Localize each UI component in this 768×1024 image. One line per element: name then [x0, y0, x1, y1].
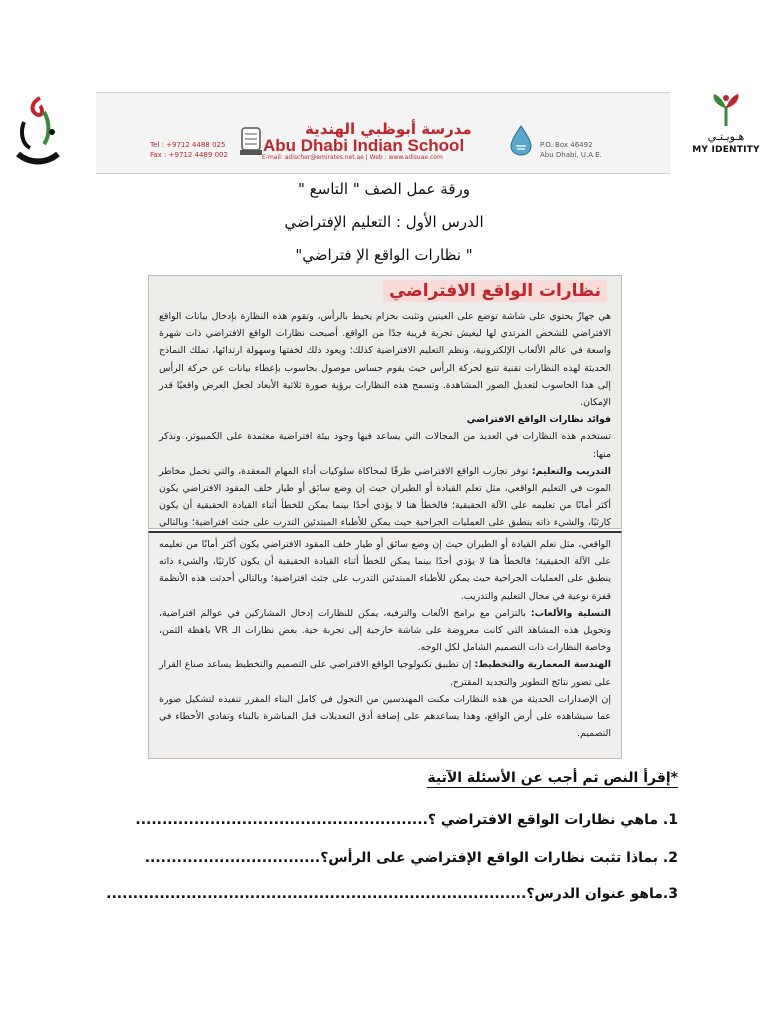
question-3[interactable]: 3.ماهو عنوان الدرس؟...............................................................................: [106, 886, 678, 902]
drop-emblem-icon: [508, 124, 534, 156]
questions-instruction: *إقرأ النص ثم أجب عن الأسئلة الآتية: [427, 770, 678, 786]
article-body-2: [149, 536, 621, 742]
my-identity-logo: [690, 92, 762, 164]
continued-text: الواقعي، مثل تعلم القيادة أو الطيران حيث إن وضع سائق أو طيار خلف المقود الافتراضي يكون أكثر أمانًا من تعليمه على الآلة الحقيقية؛ فالخطأ هنا لا يؤذي أحدًا بينما يمكن للخطأ أثناء القيادة الحقيقية أن يكون كارثيًا، والشيء ذاته ينطبق على العمليات الجراحية حيث يمكن للأطباء المبتدئين التدرب على جثث افتراضية؛ وبالتالي أحدثت هذه الأنظمة قفزة نوعية في مجال التعليم والتدريب.: [159, 539, 611, 602]
article-heading: نظارات الواقع الافتراضي: [383, 280, 607, 302]
right-logo-arabic: هـويـتـي: [707, 130, 745, 143]
school-name-english: Abu Dhabi Indian School: [263, 136, 465, 155]
benefits-intro: تستخدم هذه النظارات في العديد من المجالات التي يساعد فيها وجود بيئة افتراضية معتمدة على الكمبيوتر، ونذكر منها:: [159, 431, 611, 460]
tel-text: Tel : +9712 4488 025: [150, 141, 226, 149]
po-city-text: Abu Dhabi, U.A.E.: [540, 151, 602, 159]
topic-title: " نظارات الواقع الإ فتراضي": [295, 246, 473, 264]
school-phone: [150, 140, 228, 160]
article-body-1: [149, 308, 621, 529]
article-panel-1: [148, 275, 622, 529]
worksheet-title: ورقة عمل الصف " التاسع ": [298, 180, 470, 198]
benefits-heading: فوائد نظارات الواقع الافتراضي: [466, 414, 611, 426]
fax-text: Fax : +9712 4489 002: [150, 151, 228, 159]
school-name-arabic: مدرسة أبوظبي الهندية: [305, 120, 472, 138]
training-text: توفر تجارب الواقع الافتراضي طرقًا لمحاكاة سلوكيات أداء المهام المعقدة، والتي تحمل مخاطر الموت في التعليم الواقعي، مثل تعلم القيادة أو الطيران حيث إن وضع سائق أو طيار خلف المقود الافتراضي يكون أكثر أمانًا من تعليمه على الآلة الحقيقية؛ فالخطأ هنا لا يؤذي أحدًا بينما يمكن للخطأ أثناء القيادة الحقيقية أن يكون كارثيًا، والشيء ذاته ينطبق على العمليات الجراحية حيث يمكن للأطباء المبتدئين التدرب على جثث افتراضية؛ وبالتالي: [159, 465, 611, 529]
lesson-title: الدرس الأول : التعليم الإفتراضي: [284, 213, 484, 231]
closing-text: إن الإصدارات الحديثة من هذه النظارات مكنت المهندسين من التجول في كامل البناء المقرر تنفيذه لتشكيل صورة عما سيشاهده على أرض الواقع، وهذا يساعدهم على إضافة أدق التعديلات قبل المباشرة بالبناء وتفادي الأخطاء في التصميم.: [159, 693, 611, 740]
entertainment-text: بالتزامن مع برامج الألعاب والترفيه، يمكن للنظارات إدخال المشاركين في عوالم افتراضية، وتحويل هذه المشاهد التي كانت معروضة على شاشة خارجية إلى تجربة حية. بعض نظارات الـ VR باهظة الثمن، وخاصة النظارات ذات التصميم الشامل لكل الوجه.: [159, 607, 612, 654]
question-1[interactable]: 1. ماهي نظارات الواقع الافتراضي ؟.......................................................: [135, 812, 678, 828]
question-2[interactable]: 2. بماذا تثبت نظارات الواقع الإفتراضي على الرأس؟.................................: [144, 850, 678, 866]
left-logo: [10, 92, 66, 172]
right-logo-english: MY IDENTITY: [692, 145, 760, 155]
school-crest-icon: [240, 124, 262, 156]
entertainment-label: التسلية والألعاب:: [530, 607, 612, 619]
po-box-text: P.O. Box 46492: [540, 141, 593, 149]
article-paragraph-1: هي جهازٌ يحتوي على شاشة توضع على العينين وتثبت بحزام يحيط بالرأس، وتقوم هذه النظارة بإدخال بيانات الواقع الافتراضي للشخص المرتدي لها ليعيش تجربة قريبة جدًا من الواقع. أصبحت نظارات الواقع الافتراضي ذات شهرة واسعة في عالم الألعاب الإلكترونية، ونظم التعليم الافتراضية كذلك؛ ويعود ذلك لخفتها وسهولة ارتدائها، تملك النماذج الحديثة لهذه النظارات تقنية تتبع لحركة الرأس حيث يقوم حساس موصول بحاسوب بإعطاء بيانات عن حركة الرأس إلى هذا الحاسوب لتعديل الصور المشاهدة. وتسمح هذه النظارات برؤية صورة ثلاثية الأبعاد لجعل العرض واقعيًا قدر الإمكان.: [159, 311, 611, 409]
school-email-web: E-mail: adischer@emirates.net.ae | Web : www.adisuae.com: [262, 154, 443, 161]
calligraphy-logo-icon: [10, 92, 66, 172]
training-label: التدريب والتعليم:: [531, 465, 612, 477]
article-panel-2: [148, 531, 622, 759]
school-po-box: [540, 140, 602, 160]
engineering-label: الهندسة المعمارية والتخطيط:: [474, 659, 611, 671]
plant-logo-icon: [706, 92, 746, 126]
engineering-text: إن تطبيق تكنولوجيا الواقع الافتراضي على التصميم والتخطيط يساعد صناع القرار على تصور نتائج التطوير والتجديد المقترح.: [159, 659, 611, 688]
